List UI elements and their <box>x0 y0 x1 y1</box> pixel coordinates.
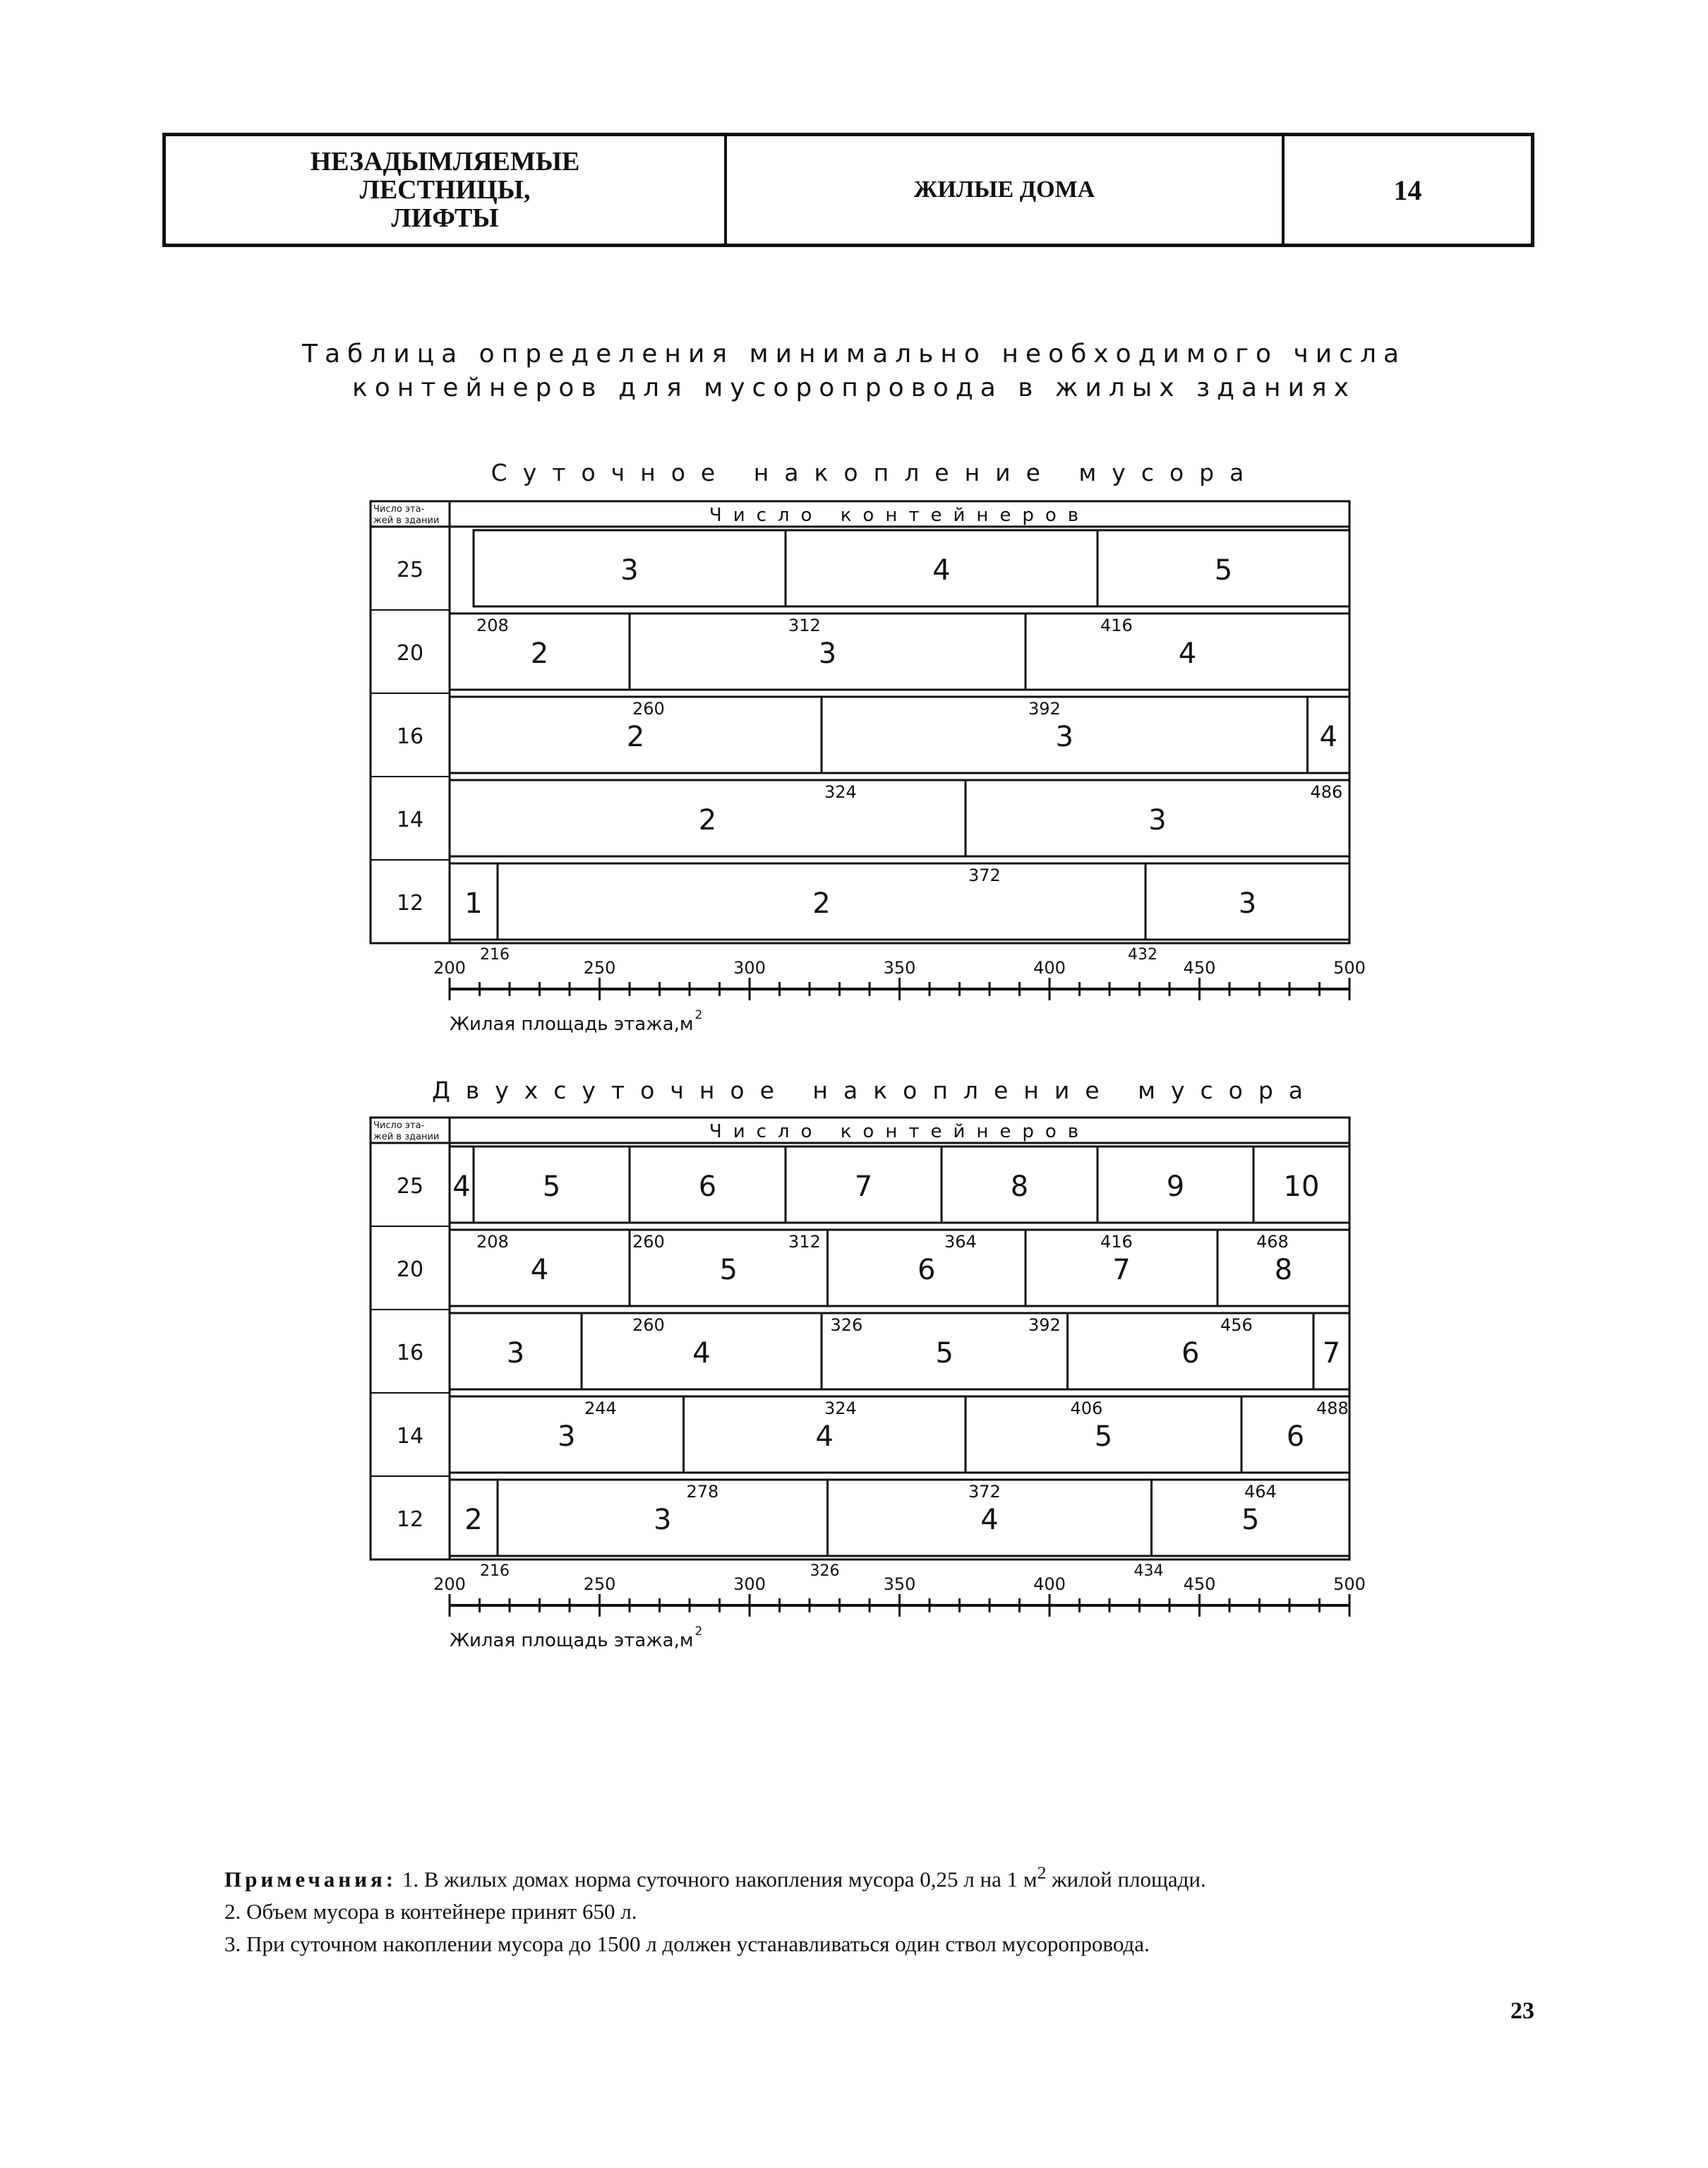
chart-2-break-value: 392 <box>1028 1315 1061 1335</box>
chart-1-axis-extra-label: 216 <box>480 946 510 964</box>
notes-label: Примечания: <box>224 1867 397 1892</box>
chart-2-axis-tick-label: 500 <box>1333 1574 1366 1594</box>
chart-1-segment-count: 2 <box>812 887 831 920</box>
header-section: НЕЗАДЫМЛЯЕМЫЕ ЛЕСТНИЦЫ, ЛИФТЫ <box>166 136 727 244</box>
chart-1-break-value: 392 <box>1028 699 1061 719</box>
chart-2-axis-tick-label: 400 <box>1033 1574 1066 1594</box>
chart-2-segment-count: 5 <box>719 1254 738 1286</box>
chart-1-break-value: 486 <box>1310 782 1343 802</box>
chart-2-segment-count: 7 <box>1322 1337 1341 1370</box>
chart-2-break-value: 456 <box>1220 1315 1253 1335</box>
chart-2-axis-extra-label: 326 <box>810 1562 840 1580</box>
chart-2-break-value: 260 <box>632 1232 665 1252</box>
chart-1-axis-tick-label: 300 <box>733 958 766 978</box>
chart-2-segment-count: 3 <box>506 1337 525 1370</box>
header-topic: ЖИЛЫЕ ДОМА <box>727 136 1285 244</box>
chart-2-axis-tick-label: 250 <box>583 1574 616 1594</box>
chart-1-break-value: 324 <box>824 782 857 802</box>
chart-2-axis-extra-label: 434 <box>1133 1562 1164 1580</box>
chart-1-segment-count: 5 <box>1214 554 1233 587</box>
chart-1-segment-count: 2 <box>530 637 549 670</box>
chart-2-segment-count: 5 <box>1094 1420 1113 1453</box>
chart-1-segment-count: 2 <box>626 721 645 753</box>
chart-1-break-value: 312 <box>788 616 821 635</box>
chart-1-column-header: Число контейнеров <box>709 505 1090 526</box>
chart-2-segment-count: 5 <box>542 1170 561 1203</box>
chart-1-axis-tick-label: 450 <box>1183 958 1216 978</box>
page-number: 23 <box>1510 1998 1534 2024</box>
chart-2-segment-count: 4 <box>530 1254 549 1286</box>
chart-2-segment-count: 9 <box>1166 1170 1185 1203</box>
chart-2-segment-count: 8 <box>1010 1170 1029 1203</box>
chart-2-break-value: 406 <box>1070 1399 1103 1418</box>
chart-2-axis-tick-label: 350 <box>883 1574 916 1594</box>
chart-2-axis-extra-label: 216 <box>480 1562 510 1580</box>
chart-1-axis-tick-label: 250 <box>583 958 616 978</box>
chart-2-segment-count: 6 <box>1181 1337 1200 1370</box>
note-2: 2. Объем мусора в контейнере принят 650 л. <box>224 1899 637 1924</box>
chart-2-break-value: 468 <box>1256 1232 1289 1252</box>
chart-2-segment-count: 4 <box>452 1170 471 1203</box>
chart-2-segment-count: 2 <box>464 1504 483 1536</box>
chart-2-break-value: 324 <box>824 1399 857 1418</box>
note-1-tail: жилой площади. <box>1046 1867 1206 1892</box>
chart-2-axis-tick-label: 300 <box>733 1574 766 1594</box>
chart-1-break-value: 416 <box>1100 616 1133 635</box>
chart-1-segment-count: 4 <box>1319 721 1337 753</box>
chart-1-axis-extra-label: 432 <box>1128 946 1157 964</box>
notes <box>224 1857 1495 1960</box>
chart-2-axis-tick-label: 450 <box>1183 1574 1216 1594</box>
note-1-text: 1. В жилых домах норма суточного накопления мусора 0,25 л на 1 м <box>402 1867 1038 1892</box>
chart-2-break-value: 488 <box>1316 1399 1349 1418</box>
note-3: 3. При суточном накоплении мусора до 1500 л должен устанавливаться один ствол мусоропровода. <box>224 1932 1150 1957</box>
chart-1-floors-label: 16 <box>396 724 424 749</box>
chart-2-break-value: 416 <box>1100 1232 1133 1252</box>
chart-1-axis-tick-label: 200 <box>433 958 466 978</box>
chart-2-segment-count: 5 <box>935 1337 954 1370</box>
chart-2-segment-count: 4 <box>980 1504 999 1536</box>
chart-2-break-value: 278 <box>686 1482 719 1502</box>
chart-2-row-header-2: жей в здании <box>373 1132 440 1142</box>
chart-2-segment-count: 3 <box>654 1504 672 1536</box>
chart-1-xlabel: Жилая площадь этажа,м <box>450 1014 694 1035</box>
chart-1-segment-count: 3 <box>1055 721 1073 753</box>
chart-2-segment-count: 4 <box>692 1337 711 1370</box>
chart-1-axis-tick-label: 350 <box>883 958 916 978</box>
chart-2-floors-label: 12 <box>396 1507 424 1532</box>
chart-1-break-value: 260 <box>632 699 665 719</box>
chart-2-subtitle: Двухсуточное накопление мусора <box>431 1077 1319 1104</box>
chart-1-segment-count: 4 <box>932 554 951 587</box>
chart-1-floors-label: 25 <box>396 558 424 582</box>
chart-1-axis-tick-label: 500 <box>1333 958 1366 978</box>
chart-2-axis-tick-label: 200 <box>433 1574 466 1594</box>
chart-1-floors-label: 12 <box>396 891 424 916</box>
chart-1-segment-count: 3 <box>818 637 837 670</box>
chart-1-segment-count: 2 <box>698 804 717 837</box>
chart-1-subtitle: Суточное накопление мусора <box>491 459 1260 486</box>
chart-2-segment-count: 10 <box>1283 1170 1320 1203</box>
chart-2-segment-count: 7 <box>1112 1254 1131 1286</box>
chart-2-segment-count: 5 <box>1241 1504 1260 1536</box>
chart-2-break-value: 364 <box>944 1232 977 1252</box>
chart-2-break-value: 464 <box>1244 1482 1277 1502</box>
chart-1-break-value: 208 <box>476 616 509 635</box>
chart-1-axis-tick-label: 400 <box>1033 958 1066 978</box>
chart-2-break-value: 326 <box>830 1315 863 1335</box>
chart-1-floors-label: 14 <box>396 808 424 832</box>
chart-1-xlabel-unit: 2 <box>694 1008 703 1022</box>
chart-2-break-value: 312 <box>788 1232 821 1252</box>
note-1-sup: 2 <box>1037 1862 1047 1883</box>
chart-1-row-header-1: Число эта- <box>373 504 425 515</box>
chart-2-floors-label: 25 <box>396 1174 424 1199</box>
chart-2-xlabel: Жилая площадь этажа,м <box>450 1630 694 1651</box>
chart-2-segment-count: 3 <box>558 1420 576 1453</box>
chart-1-segment-count: 3 <box>1238 887 1257 920</box>
chart-2-break-value: 244 <box>584 1399 617 1418</box>
table-title-line-2: контейнеров для мусоропровода в жилых зданиях <box>352 373 1356 402</box>
chart-2-segment-count: 7 <box>854 1170 873 1203</box>
chart-2-break-value: 372 <box>968 1482 1001 1502</box>
chart-1-segment-count: 3 <box>1148 804 1167 837</box>
chart-2-segment-count: 4 <box>815 1420 834 1453</box>
chart-1-floors-label: 20 <box>396 641 424 666</box>
chart-2-column-header: Число контейнеров <box>709 1121 1090 1142</box>
table-title-line-1: Таблица определения минимально необходимого числа <box>301 340 1407 369</box>
chart-2-segment-count: 6 <box>1286 1420 1305 1453</box>
chart-1-segment-count: 4 <box>1178 637 1197 670</box>
chart-2-segment-count: 8 <box>1274 1254 1293 1286</box>
chart-2-xlabel-unit: 2 <box>694 1624 703 1639</box>
chart-2-break-value: 260 <box>632 1315 665 1335</box>
chart-2-floors-label: 14 <box>396 1424 424 1449</box>
chart-1-segment-count: 3 <box>620 554 639 587</box>
chart-2-row-header-1: Число эта- <box>373 1120 425 1131</box>
chart-1-row-header-2: жей в здании <box>373 515 440 526</box>
chart-2-break-value: 208 <box>476 1232 509 1252</box>
chart-2-segment-count: 6 <box>918 1254 936 1286</box>
header-number: 14 <box>1393 174 1422 206</box>
chart-1-segment-count: 1 <box>464 887 483 920</box>
note-1 <box>224 1857 1495 1895</box>
chart-2-floors-label: 16 <box>396 1341 424 1365</box>
chart-1-break-value: 372 <box>968 866 1001 885</box>
chart-2-segment-count: 6 <box>698 1170 717 1203</box>
chart-2-floors-label: 20 <box>396 1257 424 1282</box>
